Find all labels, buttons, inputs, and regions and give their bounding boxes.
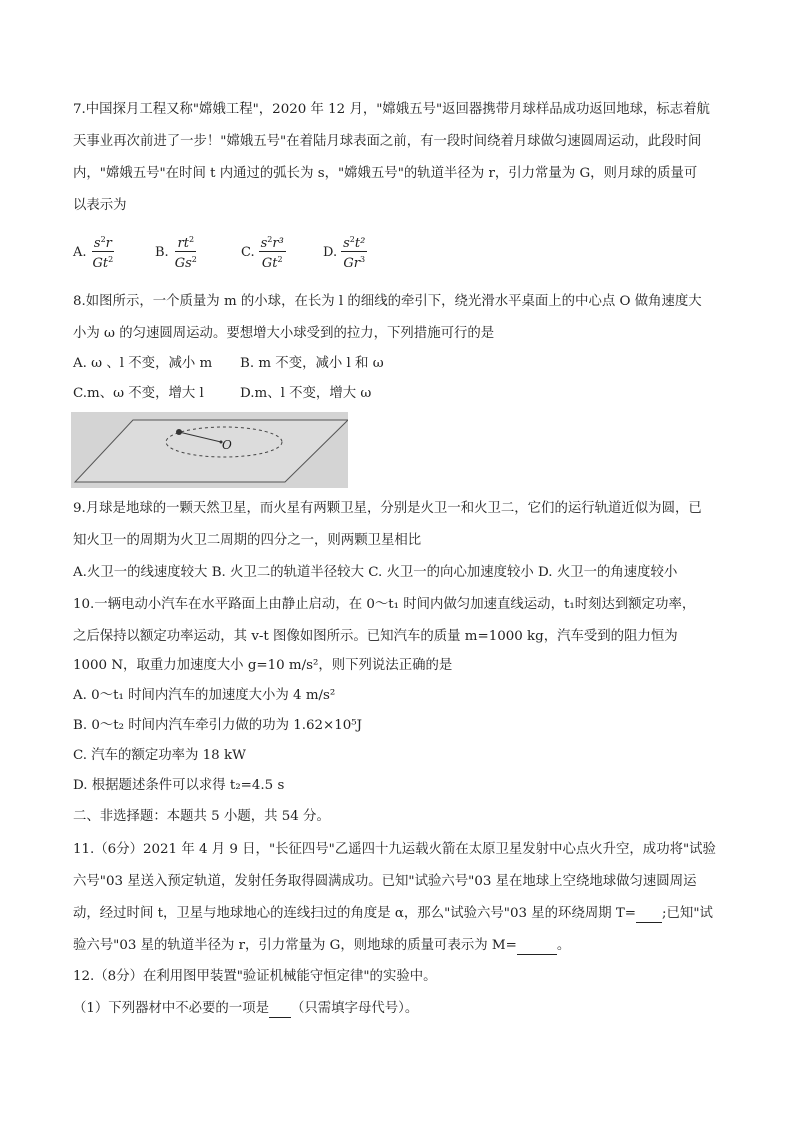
q8-figure	[71, 412, 348, 488]
q7-option-b: B. $\frac{rt^2}{Gs^2}$	[155, 232, 199, 272]
q8-line-2: 小为 ω 的匀速圆周运动。要想增大小球受到的拉力，下列措施可行的是	[73, 326, 495, 341]
ball	[176, 429, 182, 435]
mass-blank[interactable]	[517, 954, 557, 955]
q7-option-d: D. $\frac{s^2t^2}{Gr^3}$	[323, 232, 367, 272]
q8-option-d: D.m、l 不变，增大 ω	[240, 386, 372, 401]
answer-blank[interactable]	[269, 1017, 291, 1018]
q10-option-b: B. 0～t₂ 时间内汽车牵引力做的功为 1.62×10⁵J	[73, 718, 363, 733]
q11-line-1: 11.（6分）2021 年 4 月 9 日，"长征四号"乙遥四十九运载火箭在太原卫星发射中心点火升空，成功将"试验	[73, 842, 716, 857]
q9-line-1: 9.月球是地球的一颗天然卫星，而火星有两颗卫星，分别是火卫一和火卫二，它们的运行轨道近似为圆，已	[73, 501, 702, 516]
q10-line-2: 之后保持以额定功率运动，其 v-t 图像如图所示。已知汽车的质量 m=1000 kg，汽车受到的阻力恒为	[73, 629, 678, 644]
q11-line-4: 验六号"03 星的轨道半径为 r，引力常量为 G，则地球的质量可表示为 M= 。	[73, 938, 571, 953]
q10-option-c: C. 汽车的额定功率为 18 kW	[73, 748, 246, 763]
period-blank[interactable]	[636, 922, 662, 923]
q7-option-c: C. $\frac{s^2r^3}{Gt^2}$	[241, 232, 286, 272]
q12-line-1: 12.（8分）在利用图甲装置"验证机械能守恒定律"的实验中。	[73, 969, 437, 984]
q10-option-a: A. 0～t₁ 时间内汽车的加速度大小为 4 m/s²	[73, 688, 336, 703]
q12-line-2: （1）下列器材中不必要的一项是 （只需填字母代号）。	[73, 1001, 419, 1016]
q7-line-2: 天事业再次前进了一步！"嫦娥五号"在着陆月球表面之前，有一段时间绕着月球做匀速圆周运动，此段时间	[73, 134, 702, 149]
q10-line-1: 10.一辆电动小汽车在水平路面上由静止启动，在 0～t₁ 时间内做匀加速直线运动，t₁时刻达到额定功率，	[73, 597, 696, 612]
q9-line-3: A.火卫一的线速度较大 B. 火卫二的轨道半径较大 C. 火卫一的向心加速度较小 D. 火卫一的角速度较小	[73, 565, 678, 580]
center-label: O	[222, 438, 232, 452]
q8-line-1: 8.如图所示，一个质量为 m 的小球，在长为 l 的细线的牵引下，绕光滑水平桌面上的中心点 O 做角速度大	[73, 294, 702, 309]
section-heading: 二、非选择题：本题共 5 小题，共 54 分。	[73, 809, 330, 824]
q11-line-2: 六号"03 星送入预定轨道，发射任务取得圆满成功。已知"试验六号"03 星在地球上空绕地球做匀速圆周运	[73, 874, 697, 889]
q10-line-3: 1000 N，取重力加速度大小 g=10 m/s²，则下列说法正确的是	[73, 658, 453, 673]
q7-option-a: A. $\frac{s^2r}{Gt^2}$	[73, 232, 115, 272]
q8-option-b: B. m 不变，减小 l 和 ω	[240, 356, 384, 371]
q7-line-3: 内，"嫦娥五号"在时间 t 内通过的弧长为 s，"嫦娥五号"的轨道半径为 r，引力常量为 G，则月球的质量可	[73, 166, 698, 181]
q9-line-2: 知火卫一的周期为火卫二周期的四分之一，则两颗卫星相比	[73, 533, 422, 548]
q8-option-a: A. ω 、l 不变，减小 m	[73, 356, 213, 371]
q10-option-d: D. 根据题述条件可以求得 t₂=4.5 s	[73, 778, 285, 793]
q11-line-3: 动，经过时间 t，卫星与地球地心的连线扫过的角度是 α，那么"试验六号"03 星的环绕周期 T= ;已知"试	[73, 906, 713, 921]
q7-line-1: 7.中国探月工程又称"嫦娥工程"，2020 年 12 月，"嫦娥五号"返回器携带月球样品成功返回地球，标志着航	[73, 102, 710, 117]
q7-line-4: 以表示为	[73, 198, 127, 213]
table-circle-diagram	[71, 412, 348, 488]
q8-option-c: C.m、ω 不变，增大 l	[73, 386, 204, 401]
table-surface	[75, 420, 348, 482]
